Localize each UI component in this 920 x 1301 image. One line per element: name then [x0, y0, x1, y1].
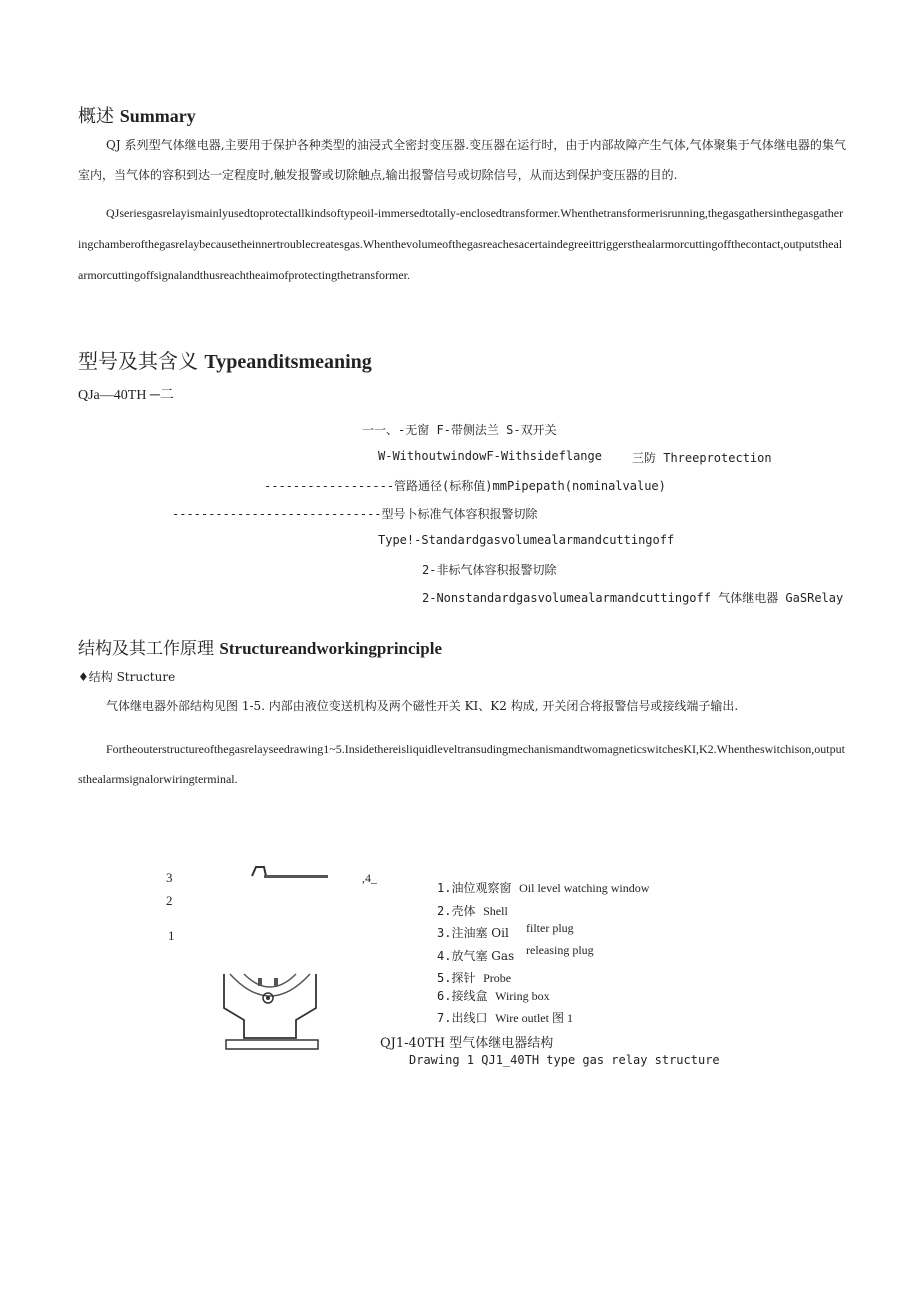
type-heading [78, 345, 372, 374]
legend-item-3: 3.注油塞 Oil [437, 926, 509, 940]
type-line-1: 一一、-无窗 F-带侧法兰 S-双开关 [362, 423, 557, 437]
legend-item-2: 2.壳体 Shell [437, 904, 508, 918]
summary-para-en: QJseriesgasrelayismainlyusedtoprotectallkindsoftypeoil-immersedtotally-enclosedtransformer.Whenthetransformerisrunning,thegasgathersinthegasgatheringchamberofthegasrelaybecausetheinnertroublecreatesgas.Whenthevolumeofthegasreachesacertaindegreeittriggersthealarmorcuttingoffthecontact,outputsthealarmorcuttingoffsignalandthusreachtheaimofprotectingthetransformer. [78, 206, 844, 282]
structure-subheading: ♦结构 Structure [78, 670, 176, 684]
type-line-7: 2-非标气体容积报警切除 [422, 563, 557, 577]
legend-item-7: 7.出线口 Wire outlet 图 1 [437, 1011, 573, 1025]
legend-item-4-en: releasing plug [526, 943, 594, 957]
structure-para-en: Fortheouterstructureofthegasrelayseedrawing1~5.InsidethereisliquidleveltransudingmechanismandtwomagneticswitchesKI,K2.Whentheswitchison,outputsthealarmsignalorwiringterminal. [78, 742, 845, 786]
fig-label-4: ,4_ [362, 871, 377, 885]
gas-relay-drawing [160, 858, 390, 1058]
type-line-3: 三防 Threeprotection [632, 451, 772, 465]
summary-para-cn: QJ 系列型气体继电器,主要用于保护各种类型的油浸式全密封变压器.变压器在运行时，由于内部故障产生气体,气体聚集于气体继电器的集气室内，当气体的容积到达一定程度时,触发报警或切除触点,输出报警信号或切除信号，从而达到保护变压器的目的. [78, 138, 846, 182]
type-line-4: ------------------管路通径(标称值)mmPipepath(nominalvalue) [264, 479, 666, 493]
summary-title-en: Summary [119, 106, 196, 126]
legend-item-1: 1.油位观察窗 Oil level watching window [437, 881, 650, 895]
fig-num-2: 2 [166, 893, 173, 908]
legend-item-5: 5.探针 Probe [437, 971, 512, 985]
summary-title-cn: 概述 [78, 106, 114, 127]
legend-item-3-en: filter plug [526, 921, 574, 935]
type-line-8: 2-Nonstandardgasvolumealarmandcuttingoff 气体继电器 GaSRelay [422, 591, 844, 605]
fig-num-1: 1 [168, 928, 175, 943]
fig-num-3: 3 [166, 870, 173, 885]
type-line-5: -----------------------------型号卜标准气体容积报警切除 [172, 507, 538, 521]
structure-heading [78, 634, 442, 659]
structure-para-cn: 气体继电器外部结构见图 1-5. 内部由液位变送机构及两个磁性开关 KI、K2 构成, 开关闭合将报警信号或接线端子输出. [106, 699, 739, 713]
structure-title-cn: 结构及其工作原理 [78, 639, 214, 659]
legend-item-4: 4.放气塞 Gas [437, 949, 515, 963]
type-line-2: W-WithoutwindowF-Withsideflange [378, 449, 602, 463]
model-code: QJa—40TH ─二 [78, 388, 174, 403]
figure-caption-cn: QJ1-40TH 型气体继电器结构 [380, 1036, 554, 1051]
figure-caption-en: Drawing 1 QJ1_40TH type gas relay structure [409, 1053, 720, 1067]
legend-item-6: 6.接线盒 Wiring box [437, 989, 550, 1003]
type-line-6: Type!-Standardgasvolumealarmandcuttingoff [378, 533, 675, 547]
summary-heading [78, 102, 196, 128]
structure-title-en: Structureandworkingprinciple [219, 639, 442, 658]
type-title-cn: 型号及其含义 [78, 349, 198, 373]
type-title-en: Typeanditsmeaning [204, 351, 372, 373]
